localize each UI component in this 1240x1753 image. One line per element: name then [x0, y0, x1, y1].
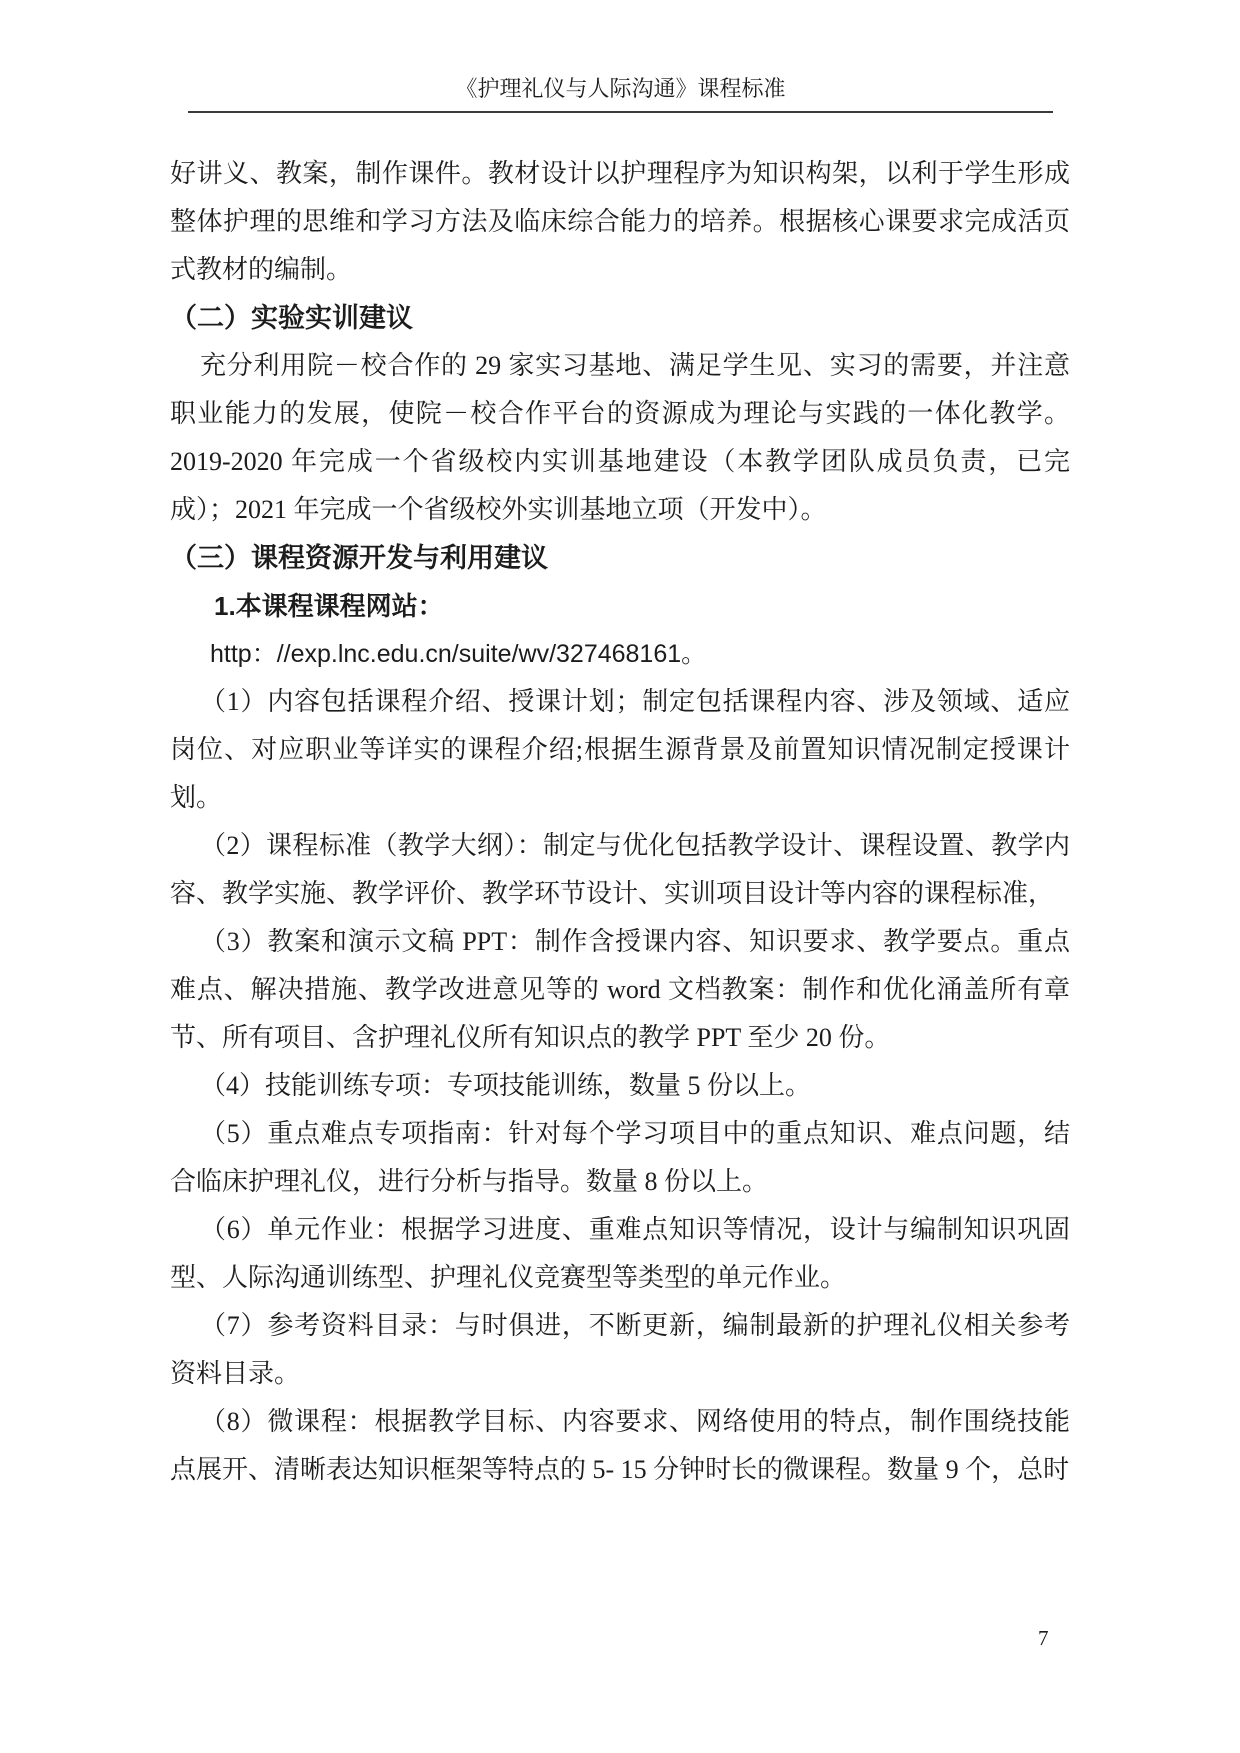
- document-body: [170, 150, 1070, 1494]
- list-item-4-skill-training: （4）技能训练专项：专项技能训练，数量 5 份以上。: [200, 1071, 812, 1100]
- list-item-7-reference-catalog: （7）参考资料目录：与时俱进，不断更新，编制最新的护理礼仪相关参考资料目录。: [170, 1311, 1070, 1388]
- course-website-url: http：//exp.lnc.edu.cn/suite/wv/327468161。: [210, 640, 707, 668]
- page-number: 7: [1038, 1626, 1049, 1650]
- section-heading-experiment-training: （二）实验实训建议: [170, 303, 413, 333]
- list-item-5-key-difficulty-guide: （5）重点难点专项指南：针对每个学习项目中的重点知识、难点问题，结合临床护理礼仪，进行分析与指导。数量 8 份以上。: [170, 1119, 1070, 1196]
- section-heading-course-resources: （三）课程资源开发与利用建议: [170, 543, 548, 573]
- list-item-2-course-standard: （2）课程标准（教学大纲）：制定与优化包括教学设计、课程设置、教学内容、教学实施、教学评价、教学环节设计、实训项目设计等内容的课程标准，: [170, 831, 1070, 908]
- list-item-6-unit-homework: （6）单元作业：根据学习进度、重难点知识等情况，设计与编制知识巩固型、人际沟通训练型、护理礼仪竞赛型等类型的单元作业。: [170, 1215, 1070, 1292]
- page-header: [188, 74, 1053, 113]
- list-item-1-course-intro: （1）内容包括课程介绍、授课计划；制定包括课程内容、涉及领域、适应岗位、对应职业等详实的课程介绍;根据生源背景及前置知识情况制定授课计划。: [170, 687, 1070, 812]
- paragraph-training-bases: 充分利用院－校合作的 29 家实习基地、满足学生见、实习的需要，并注意职业能力的发展，使院－校合作平台的资源成为理论与实践的一体化教学。2019-2020 年完成一个省级校内实训基地建设（本教学团队成员负责，已完成）；2021 年完成一个省级校外实训基地立项（开发中）。: [170, 351, 1070, 524]
- paragraph-continuation: 好讲义、教案，制作课件。教材设计以护理程序为知识构架，以利于学生形成整体护理的思维和学习方法及临床综合能力的培养。根据核心课要求完成活页式教材的编制。: [170, 159, 1070, 284]
- list-item-8-micro-course: （8）微课程：根据教学目标、内容要求、网络使用的特点，制作围绕技能点展开、清晰表达知识框架等特点的 5- 15 分钟时长的微课程。数量 9 个，总时: [170, 1407, 1070, 1484]
- page-header-title: 《护理礼仪与人际沟通》课程标准: [455, 76, 786, 101]
- list-item-3-lesson-plans-ppt: （3）教案和演示文稿 PPT：制作含授课内容、知识要求、教学要点。重点难点、解决措施、教学改进意见等的 word 文档教案：制作和优化涌盖所有章节、所有项目、含护理礼仪所有知识点的教学 PPT 至少 20 份。: [170, 927, 1070, 1052]
- sub-heading-course-website: 1.本课程课程网站：: [214, 591, 444, 621]
